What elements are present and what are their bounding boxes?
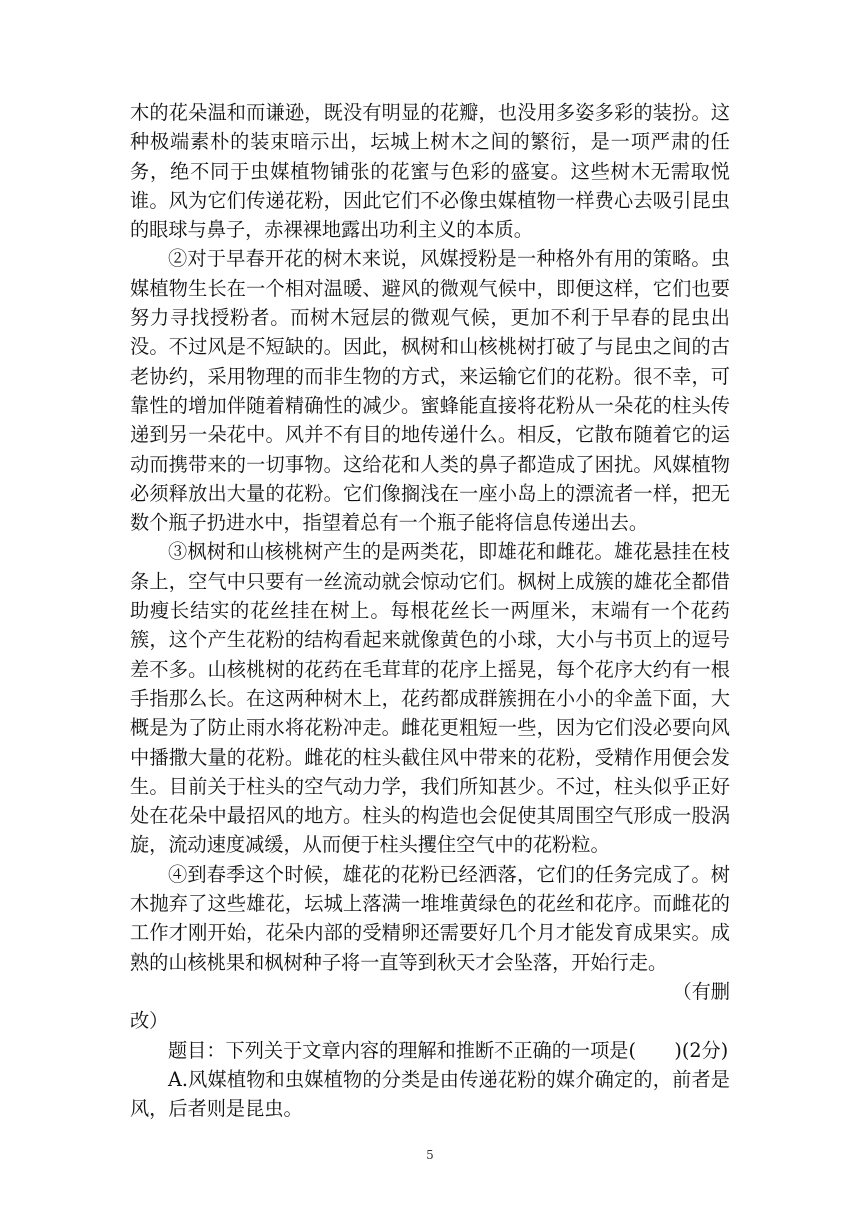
- paragraph-2: ②对于早春开花的树木来说，风媒授粉是一种格外有用的策略。虫媒植物生长在一个相对温暖、避风的微观气候中，即便这样，它们也要努力寻找授粉者。而树木冠层的微观气候，更加不利于早春的昆虫出没。不过风是不短缺的。因此，枫树和山核桃树打破了与昆虫之间的古老协约，采用物理的而非生物的方式，来运输它们的花粉。很不幸，可靠性的增加伴随着精确性的减少。蜜蜂能直接将花粉从一朵花的柱头传递到另一朵花中。风并不有目的地传递什么。相反，它散布随着它的运动而携带来的一切事物。这给花和人类的鼻子都造成了困扰。风媒植物必须释放出大量的花粉。它们像搁浅在一座小岛上的漂流者一样，把无数个瓶子扔进水中，指望着总有一个瓶子能将信息传递出去。: [130, 247, 730, 535]
- paragraph-4: ④到春季这个时候，雄花的花粉已经洒落，它们的任务完成了。树木抛弃了这些雄花，坛城上落满一堆堆黄绿色的花丝和花序。而雌花的工作才刚开始，花朵内部的受精卵还需要好几个月才能发育成果实。成熟的山核桃果和枫树种子将一直等到秋天才会坠落，开始行走。: [130, 862, 730, 974]
- page-number: 5: [426, 1148, 434, 1162]
- source-note-line2: 改）: [130, 1009, 169, 1033]
- source-note-line1: （有删: [672, 979, 730, 1003]
- paragraph-3: ③枫树和山核桃树产生的是两类花，即雄花和雌花。雄花悬挂在枝条上，空气中只要有一丝流动就会惊动它们。枫树上成簇的雄花全都借助瘦长结实的花丝挂在树上。每根花丝长一两厘米，末端有一个花药簇，这个产生花粉的结构看起来就像黄色的小球，大小与书页上的逗号差不多。山核桃树的花药在毛茸茸的花序上摇晃，每个花序大约有一根手指那么长。在这两种树木上，花药都成群簇拥在小小的伞盖下面，大概是为了防止雨水将花粉冲走。雌花更粗短一些，因为它们没必要向风中播撒大量的花粉。雌花的柱头截住风中带来的花粉，受精作用便会发生。目前关于柱头的空气动力学，我们所知甚少。不过，柱头似乎正好处在花朵中最招风的地方。柱头的构造也会促使其周围空气形成一股涡旋，流动速度减缓，从而便于柱头攫住空气中的花粉粒。: [130, 540, 730, 857]
- question-prompt: 题目：下列关于文章内容的理解和推断不正确的一项是( )(2分): [168, 1038, 729, 1062]
- question-option-a: A.风媒植物和虫媒植物的分类是由传递花粉的媒介确定的，前者是风，后者则是昆虫。: [130, 1067, 730, 1121]
- article-body: [130, 98, 730, 1123]
- paragraph-continuation: 木的花朵温和而谦逊，既没有明显的花瓣，也没用多姿多彩的装扮。这种极端素朴的装束暗示出，坛城上树木之间的繁衍，是一项严肃的任务，绝不同于虫媒植物铺张的花蜜与色彩的盛宴。这些树木无需取悦谁。风为它们传递花粉，因此它们不必像虫媒植物一样费心去吸引昆虫的眼球与鼻子，赤裸裸地露出功利主义的本质。: [130, 101, 730, 242]
